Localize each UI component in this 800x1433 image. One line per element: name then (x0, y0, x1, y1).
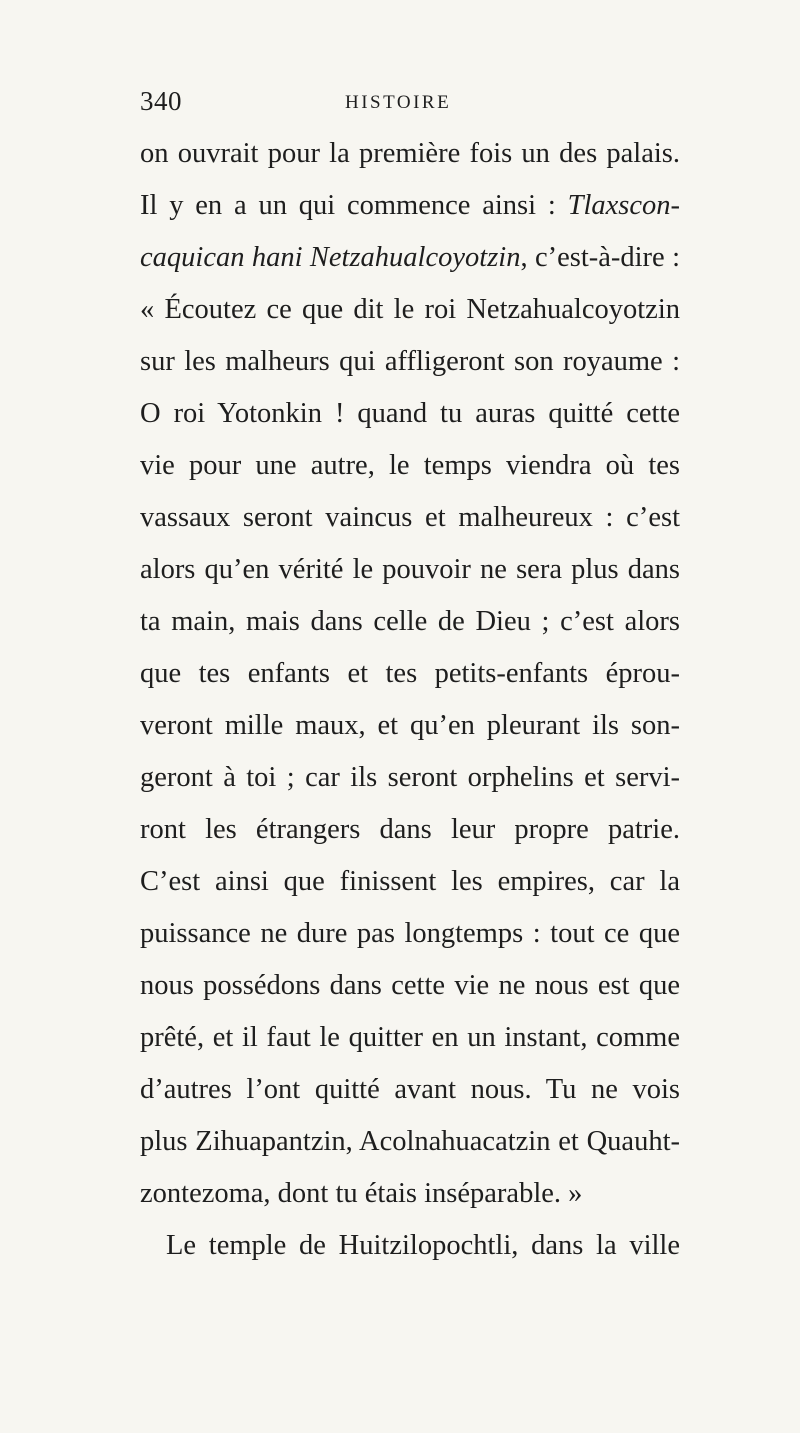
text-segment: sur les malheurs qui affligeront son royaume : (140, 346, 680, 377)
italic-text-segment: Tlaxscon- (567, 190, 680, 221)
text-segment: Le temple de Huitzilopochtli, dans la ville (166, 1230, 680, 1261)
text-line (140, 700, 680, 752)
text-line (140, 284, 680, 336)
text-line (140, 596, 680, 648)
text-segment: Il y en a un qui commence ainsi : (140, 190, 568, 221)
text-segment: ront les étrangers dans leur propre patrie. (140, 814, 680, 845)
text-line (140, 804, 680, 856)
text-segment: vassaux seront vaincus et malheureux : c’est (140, 502, 680, 533)
text-segment: prêté, et il faut le quitter en un instant, comme (140, 1022, 680, 1053)
text-segment: O roi Yotonkin ! quand tu auras quitté cette (140, 398, 680, 429)
text-line (140, 1064, 680, 1116)
text-line (140, 128, 680, 180)
text-segment: C’est ainsi que finissent les empires, car la (140, 866, 680, 897)
text-segment: veront mille maux, et qu’en pleurant ils son- (140, 710, 680, 741)
body-text (140, 128, 680, 1272)
text-line (140, 336, 680, 388)
text-segment: alors qu’en vérité le pouvoir ne sera plus dans (140, 554, 680, 585)
text-segment: plus Zihuapantzin, Acolnahuacatzin et Quauht- (140, 1126, 680, 1157)
text-line (140, 180, 680, 232)
text-line (140, 856, 680, 908)
text-segment: puissance ne dure pas longtemps : tout ce que (140, 918, 680, 949)
text-segment: , c’est-à-dire : (520, 242, 680, 273)
text-line (140, 440, 680, 492)
text-line (140, 648, 680, 700)
text-segment: ta main, mais dans celle de Dieu ; c’est alors (140, 606, 680, 637)
text-line (140, 908, 680, 960)
text-segment: nous possédons dans cette vie ne nous est que (140, 970, 680, 1001)
page-header (140, 86, 680, 126)
text-segment: on ouvrait pour la première fois un des palais. (140, 138, 680, 169)
text-segment: geront à toi ; car ils seront orphelins et servi- (140, 762, 680, 793)
text-line (140, 752, 680, 804)
text-line (140, 1220, 680, 1272)
text-line (140, 232, 680, 284)
text-line (140, 960, 680, 1012)
text-line (140, 388, 680, 440)
text-segment: zontezoma, dont tu étais inséparable. » (140, 1178, 583, 1209)
text-segment: « Écoutez ce que dit le roi Netzahualcoyotzin (140, 294, 680, 325)
text-segment: vie pour une autre, le temps viendra où tes (140, 450, 680, 481)
italic-text-segment: caquican hani Netzahualcoyotzin (140, 242, 521, 273)
running-head: HISTOIRE (345, 92, 452, 113)
text-segment: que tes enfants et tes petits-enfants éprou- (140, 658, 680, 689)
text-segment: d’autres l’ont quitté avant nous. Tu ne vois (140, 1074, 680, 1105)
page-number: 340 (140, 86, 182, 116)
text-line (140, 492, 680, 544)
text-line (140, 1012, 680, 1064)
text-line (140, 1116, 680, 1168)
text-line (140, 544, 680, 596)
text-line (140, 1168, 680, 1220)
